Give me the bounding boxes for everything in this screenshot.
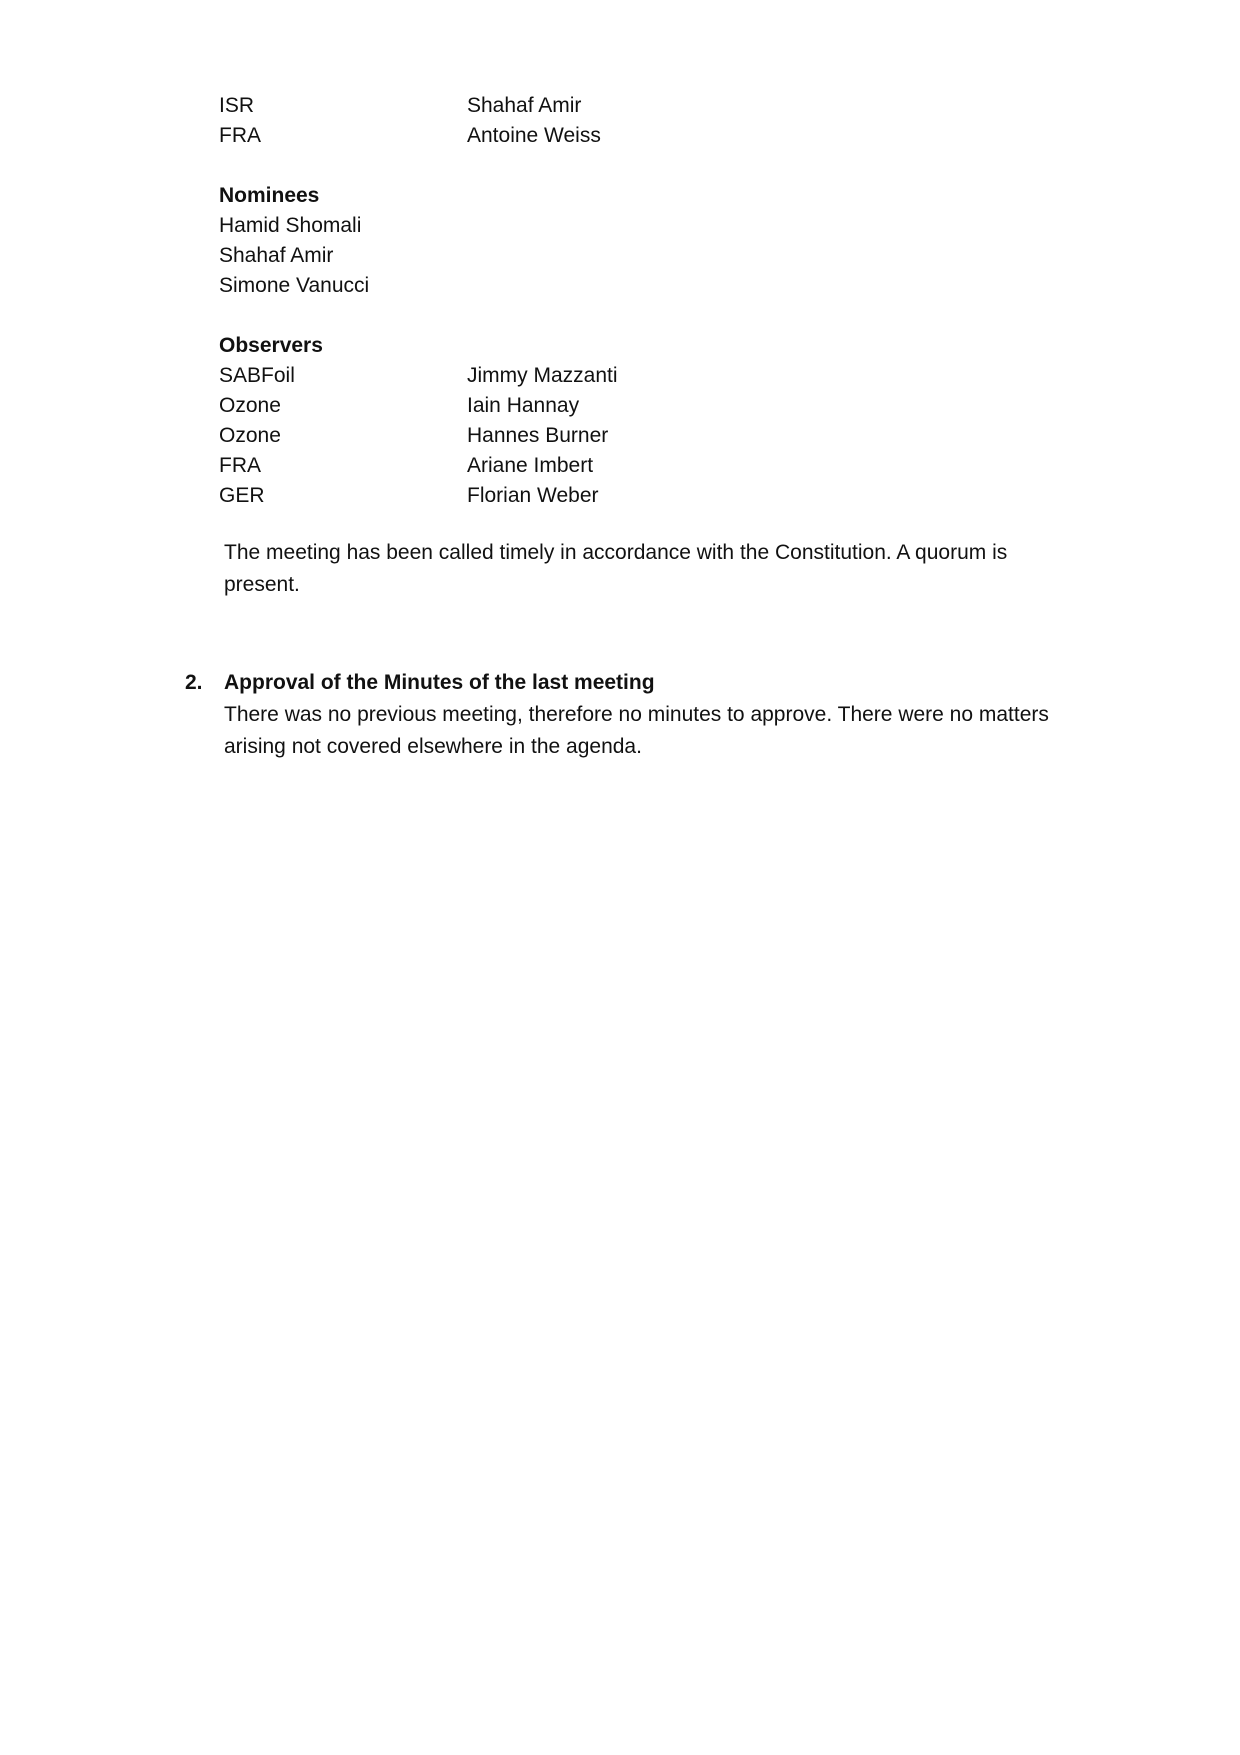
observer-org: SABFoil bbox=[219, 364, 295, 387]
nominees-heading: Nominees bbox=[219, 184, 320, 207]
observer-name: Ariane Imbert bbox=[467, 454, 594, 477]
attendee-org: FRA bbox=[219, 124, 261, 147]
observer-org: FRA bbox=[219, 454, 261, 477]
observer-name: Florian Weber bbox=[467, 484, 599, 507]
attendee-org: ISR bbox=[219, 94, 255, 117]
observer-name: Hannes Burner bbox=[467, 424, 609, 447]
nominee-name: Shahaf Amir bbox=[219, 244, 334, 267]
observer-org: Ozone bbox=[219, 424, 281, 447]
observer-name: Iain Hannay bbox=[467, 394, 580, 417]
observer-org: GER bbox=[219, 484, 265, 507]
section-title: Approval of the Minutes of the last meeting bbox=[224, 671, 655, 694]
observers-heading: Observers bbox=[219, 334, 323, 357]
attendee-name: Antoine Weiss bbox=[467, 124, 601, 147]
nominee-name: Simone Vanucci bbox=[219, 274, 370, 297]
quorum-paragraph: The meeting has been called timely in accordance with the Constitution. A quorum is present. bbox=[224, 541, 1008, 596]
section-number: 2. bbox=[185, 671, 203, 694]
observer-org: Ozone bbox=[219, 394, 281, 417]
section-body: There was no previous meeting, therefore no minutes to approve. There were no matters arising not covered elsewhere in the agenda. bbox=[224, 703, 1049, 758]
attendee-name: Shahaf Amir bbox=[467, 94, 582, 117]
nominee-name: Hamid Shomali bbox=[219, 214, 362, 237]
observer-name: Jimmy Mazzanti bbox=[467, 364, 618, 387]
